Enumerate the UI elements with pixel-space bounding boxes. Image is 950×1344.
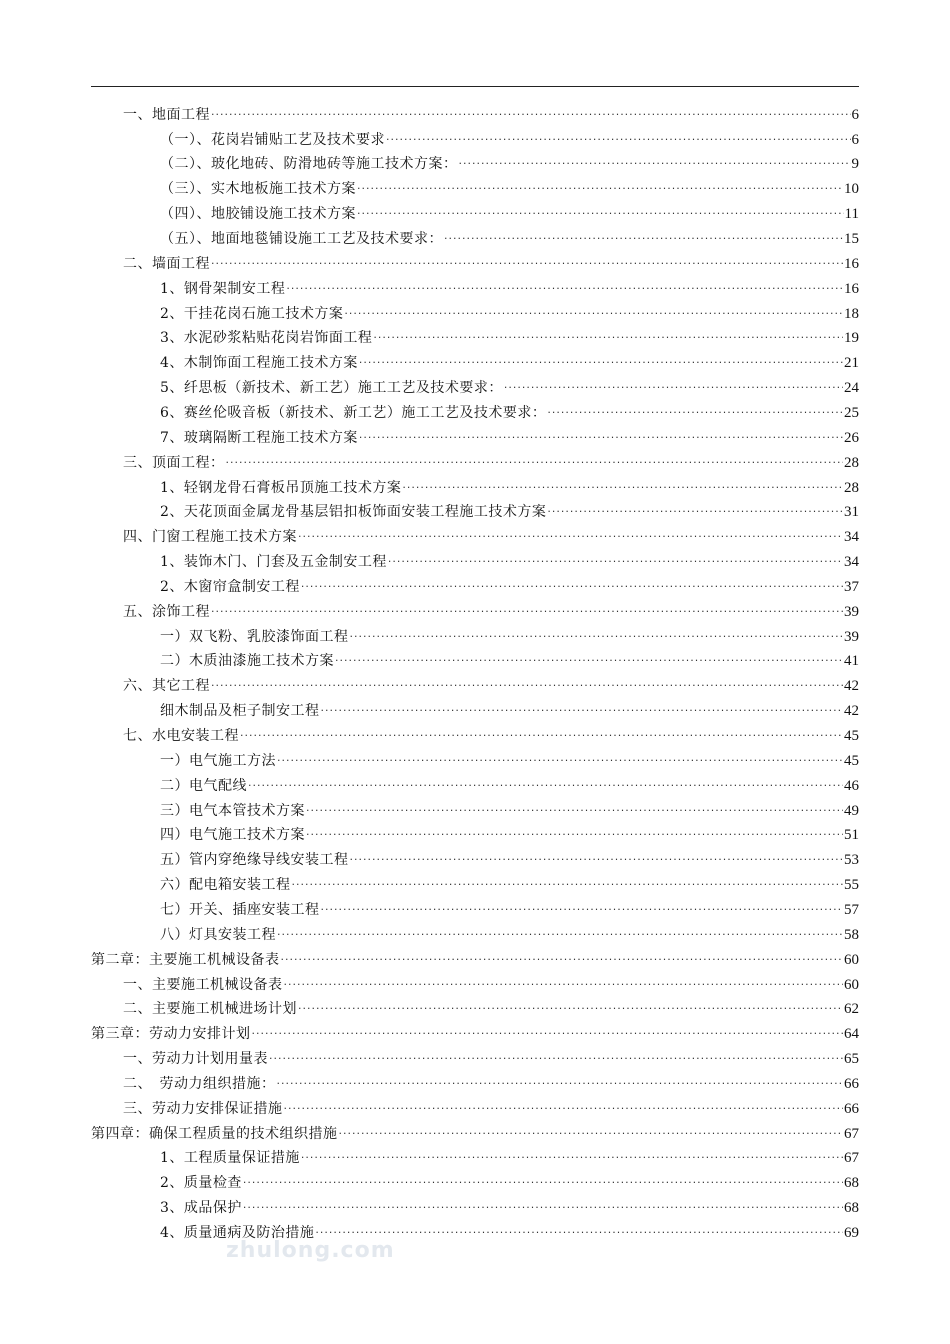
toc-entry-title: 二、 劳动力组织措施：	[123, 1075, 276, 1092]
toc-entry-page: 34	[844, 529, 859, 546]
toc-entry-page: 39	[844, 628, 859, 645]
toc-dot-leader	[277, 926, 843, 944]
toc-entry-title: 细木制品及柜子制安工程	[160, 703, 320, 720]
toc-dot-leader	[211, 255, 843, 273]
toc-entry-page: 49	[844, 802, 859, 819]
toc-entry-title: 一、劳动力计划用量表	[123, 1051, 268, 1068]
toc-dot-leader	[269, 1050, 843, 1068]
toc-dot-leader	[277, 1075, 844, 1093]
toc-entry[interactable]	[160, 323, 859, 348]
toc-entry-title: 2、天花顶面金属龙骨基层铝扣板饰面安装工程施工技术方案	[160, 504, 547, 521]
toc-entry-title: 四、门窗工程施工技术方案	[123, 529, 297, 546]
toc-entry-page: 15	[844, 231, 859, 248]
toc-entry-page: 37	[844, 578, 859, 595]
toc-entry-page: 6	[851, 131, 859, 148]
toc-entry-page: 69	[844, 1225, 859, 1242]
toc-entry-page: 67	[844, 1150, 859, 1167]
toc-entry-title: （五）、地面地毯铺设施工工艺及技术要求：	[160, 231, 443, 248]
toc-dot-leader	[284, 976, 844, 994]
toc-entry-page: 66	[844, 1100, 859, 1117]
toc-entry-title: 第三章：劳动力安排计划	[91, 1026, 251, 1043]
toc-dot-leader	[284, 1100, 844, 1118]
toc-entry[interactable]	[160, 497, 859, 522]
toc-entry-title: 一、地面工程	[123, 106, 210, 123]
toc-entry-page: 42	[844, 703, 859, 720]
toc-dot-leader	[321, 901, 844, 919]
toc-entry-page: 11	[844, 206, 859, 223]
toc-dot-leader	[459, 155, 851, 173]
toc-entry[interactable]	[160, 372, 859, 397]
toc-entry[interactable]	[160, 472, 859, 497]
toc-entry[interactable]	[160, 348, 859, 373]
toc-entry-title: 六）配电箱安装工程	[160, 877, 291, 894]
toc-entry-page: 65	[844, 1051, 859, 1068]
toc-entry-title: 一）双飞粉、乳胶漆饰面工程	[160, 628, 349, 645]
toc-entry-title: 八）灯具安装工程	[160, 926, 276, 943]
toc-dot-leader	[359, 429, 843, 447]
toc-entry-title: 一）电气施工方法	[160, 752, 276, 769]
toc-entry-page: 67	[844, 1125, 859, 1142]
toc-entry-page: 58	[844, 926, 859, 943]
header-rule	[91, 86, 859, 87]
toc-entry[interactable]	[160, 869, 859, 894]
toc-entry[interactable]	[160, 695, 859, 720]
toc-entry[interactable]	[123, 521, 859, 546]
toc-dot-leader	[504, 379, 843, 397]
toc-entry[interactable]	[160, 397, 859, 422]
toc-entry[interactable]	[160, 124, 859, 149]
toc-entry[interactable]	[123, 720, 859, 745]
toc-entry-title: （三）、实木地板施工技术方案	[160, 181, 356, 198]
toc-entry-title: （一）、花岗岩铺贴工艺及技术要求	[160, 131, 385, 148]
toc-dot-leader	[298, 528, 843, 546]
toc-entry-title: 二、主要施工机械进场计划	[123, 1001, 297, 1018]
toc-dot-leader	[388, 553, 843, 571]
toc-entry-page: 21	[844, 355, 859, 372]
toc-entry-page: 60	[844, 951, 859, 968]
toc-dot-leader	[335, 652, 843, 670]
toc-entry-page: 57	[844, 901, 859, 918]
toc-entry[interactable]	[91, 1018, 859, 1043]
toc-dot-leader	[402, 479, 843, 497]
toc-entry[interactable]	[160, 422, 859, 447]
toc-entry-page: 55	[844, 877, 859, 894]
toc-dot-leader	[306, 826, 843, 844]
toc-entry-title: 二）木质油漆施工技术方案	[160, 653, 334, 670]
toc-entry-title: 七）开关、插座安装工程	[160, 901, 320, 918]
toc-entry[interactable]	[123, 1068, 859, 1093]
toc-dot-leader	[306, 802, 843, 820]
toc-entry-page: 25	[844, 404, 859, 421]
toc-entry[interactable]	[91, 1118, 859, 1143]
toc-dot-leader	[359, 354, 843, 372]
toc-entry-page: 16	[844, 255, 859, 272]
toc-entry-title: 2、木窗帘盒制安工程	[160, 578, 300, 595]
toc-entry[interactable]	[160, 198, 859, 223]
toc-entry[interactable]	[123, 596, 859, 621]
toc-entry-page: 16	[844, 280, 859, 297]
toc-entry[interactable]	[160, 273, 859, 298]
toc-entry-title: 第四章：确保工程质量的技术组织措施	[91, 1125, 338, 1142]
toc-entry[interactable]	[160, 919, 859, 944]
toc-entry-title: 1、轻钢龙骨石膏板吊顶施工技术方案	[160, 479, 402, 496]
toc-entry-title: （二）、玻化地砖、防滑地砖等施工技术方案：	[160, 156, 458, 173]
toc-dot-leader	[301, 578, 843, 596]
toc-entry[interactable]	[160, 820, 859, 845]
toc-dot-leader	[298, 1000, 843, 1018]
toc-entry-title: 三、劳动力安排保证措施	[123, 1100, 283, 1117]
toc-entry[interactable]	[160, 621, 859, 646]
toc-entry-title: 4、质量通病及防治措施	[160, 1225, 315, 1242]
toc-dot-leader	[301, 1149, 843, 1167]
toc-entry-title: 6、赛丝伦吸音板（新技术、新工艺）施工工艺及技术要求：	[160, 404, 547, 421]
toc-entry-title: 二）电气配线	[160, 777, 247, 794]
toc-entry-page: 10	[844, 181, 859, 198]
toc-entry-page: 45	[844, 752, 859, 769]
toc-dot-leader	[339, 1125, 844, 1143]
toc-dot-leader	[386, 131, 851, 149]
toc-entry[interactable]	[160, 174, 859, 199]
toc-entry[interactable]	[160, 1168, 859, 1193]
toc-entry-page: 62	[844, 1001, 859, 1018]
toc-entry-title: 二、墙面工程	[123, 255, 210, 272]
toc-entry-page: 41	[844, 653, 859, 670]
toc-entry-title: 五）管内穿绝缘导线安装工程	[160, 852, 349, 869]
toc-entry[interactable]	[123, 671, 859, 696]
toc-dot-leader	[321, 702, 844, 720]
toc-entry-page: 24	[844, 380, 859, 397]
toc-entry[interactable]	[160, 646, 859, 671]
toc-entry[interactable]	[123, 99, 859, 124]
toc-dot-leader	[350, 851, 844, 869]
toc-entry-title: 第二章：主要施工机械设备表	[91, 951, 280, 968]
toc-dot-leader	[444, 230, 843, 248]
toc-entry-page: 46	[844, 777, 859, 794]
toc-entry[interactable]	[160, 223, 859, 248]
toc-entry[interactable]	[160, 1192, 859, 1217]
toc-dot-leader	[281, 951, 844, 969]
toc-entry[interactable]	[123, 969, 859, 994]
toc-dot-leader	[547, 503, 843, 521]
toc-entry-page: 66	[844, 1075, 859, 1092]
toc-entry-page: 68	[844, 1175, 859, 1192]
toc-entry-page: 28	[844, 479, 859, 496]
toc-entry-title: 三、顶面工程：	[123, 454, 225, 471]
toc-entry-page: 42	[844, 678, 859, 695]
toc-entry-page: 19	[844, 330, 859, 347]
toc-dot-leader	[248, 777, 843, 795]
toc-entry-page: 9	[851, 156, 859, 173]
toc-dot-leader	[211, 603, 843, 621]
toc-entry-title: 4、木制饰面工程施工技术方案	[160, 355, 358, 372]
toc-entry[interactable]	[160, 894, 859, 919]
toc-dot-leader	[373, 329, 843, 347]
toc-dot-leader	[226, 454, 844, 472]
toc-entry-title: 3、水泥砂浆粘贴花岗岩饰面工程	[160, 330, 373, 347]
toc-entry-page: 31	[844, 504, 859, 521]
toc-entry-page: 45	[844, 728, 859, 745]
toc-entry[interactable]	[160, 546, 859, 571]
toc-entry-page: 68	[844, 1200, 859, 1217]
toc-entry-page: 18	[844, 305, 859, 322]
toc-entry-title: 3、成品保护	[160, 1200, 242, 1217]
toc-entry-page: 51	[844, 827, 859, 844]
toc-entry[interactable]	[123, 994, 859, 1019]
toc-entry[interactable]	[160, 1143, 859, 1168]
toc-entry[interactable]	[123, 1093, 859, 1118]
toc-entry-title: 五、涂饰工程	[123, 603, 210, 620]
toc-entry[interactable]	[123, 447, 859, 472]
toc-dot-leader	[350, 628, 844, 646]
toc-dot-leader	[357, 205, 844, 223]
toc-entry[interactable]	[160, 298, 859, 323]
toc-dot-leader	[357, 180, 843, 198]
toc-entry[interactable]	[160, 745, 859, 770]
toc-entry[interactable]	[123, 248, 859, 273]
toc-entry-title: 1、工程质量保证措施	[160, 1150, 300, 1167]
toc-entry-page: 34	[844, 554, 859, 571]
toc-entry-page: 64	[844, 1026, 859, 1043]
toc-entry-title: 四）电气施工技术方案	[160, 827, 305, 844]
toc-entry-title: 2、质量检查	[160, 1175, 242, 1192]
toc-entry[interactable]	[91, 944, 859, 969]
toc-entry[interactable]	[160, 795, 859, 820]
watermark: zhulong.com	[226, 1238, 395, 1263]
toc-dot-leader	[547, 404, 843, 422]
toc-entry-title: 六、其它工程	[123, 678, 210, 695]
toc-entry[interactable]	[160, 571, 859, 596]
toc-entry-title: 1、钢骨架制安工程	[160, 280, 286, 297]
toc-entry-page: 60	[844, 976, 859, 993]
toc-entry[interactable]	[160, 770, 859, 795]
toc-entry-title: 三）电气本管技术方案	[160, 802, 305, 819]
toc-dot-leader	[243, 1174, 843, 1192]
toc-entry-title: 1、装饰木门、门套及五金制安工程	[160, 554, 387, 571]
toc-entry-page: 39	[844, 603, 859, 620]
toc-entry[interactable]	[160, 845, 859, 870]
toc-dot-leader	[292, 876, 844, 894]
toc-entry-page: 53	[844, 852, 859, 869]
toc-entry-page: 26	[844, 429, 859, 446]
toc-entry-page: 6	[851, 106, 859, 123]
toc-entry-title: 七、水电安装工程	[123, 728, 239, 745]
toc-dot-leader	[252, 1025, 844, 1043]
toc-dot-leader	[243, 1199, 843, 1217]
toc-entry[interactable]	[160, 149, 859, 174]
toc-dot-leader	[286, 280, 843, 298]
toc-entry-title: （四）、地胶铺设施工技术方案	[160, 206, 356, 223]
toc-dot-leader	[211, 106, 851, 124]
toc-entry[interactable]	[123, 1043, 859, 1068]
toc-dot-leader	[344, 305, 843, 323]
toc-dot-leader	[240, 727, 843, 745]
toc-dot-leader	[277, 752, 843, 770]
toc-entry-title: 一、主要施工机械设备表	[123, 976, 283, 993]
toc-entry-title: 5、纤思板（新技术、新工艺）施工工艺及技术要求：	[160, 380, 503, 397]
toc-entry-title: 2、干挂花岗石施工技术方案	[160, 305, 344, 322]
toc-entry-title: 7、玻璃隔断工程施工技术方案	[160, 429, 358, 446]
toc-dot-leader	[211, 677, 843, 695]
toc-entry-page: 28	[844, 454, 859, 471]
